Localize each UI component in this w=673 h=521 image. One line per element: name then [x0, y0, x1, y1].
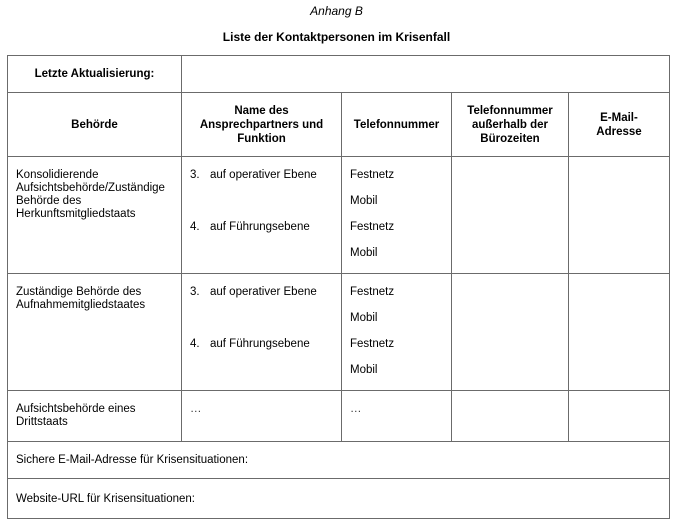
header-phone: Telefonnummer	[342, 93, 452, 157]
authority-cell: Aufsichtsbehörde eines Drittstaats	[8, 391, 182, 442]
header-email: E-Mail-Adresse	[569, 93, 670, 157]
last-update-value[interactable]	[182, 56, 670, 93]
email-cell[interactable]	[569, 391, 670, 442]
after-hours-phone-cell[interactable]	[452, 157, 569, 274]
phone-label: Mobil	[350, 364, 378, 376]
header-row	[8, 93, 670, 157]
contact-cell[interactable]: …	[182, 391, 342, 442]
secure-email-field[interactable]: Sichere E-Mail-Adresse für Krisensituationen:	[8, 442, 670, 479]
secure-email-row	[8, 442, 670, 479]
phone-label: Mobil	[350, 247, 378, 259]
contact-cell[interactable]	[182, 157, 342, 274]
contact-cell[interactable]	[182, 274, 342, 391]
authority-cell: Zuständige Behörde des Aufnahmemitgliedstaates	[8, 274, 182, 391]
annex-label: Anhang B	[310, 4, 363, 18]
header-phone-after-hours: Telefonnummer außerhalb der Bürozeiten	[452, 93, 569, 157]
table-row	[8, 274, 670, 391]
phone-label: Festnetz	[350, 286, 395, 298]
phone-label: Festnetz	[350, 169, 395, 181]
contact-item: 3. auf operativer Ebene	[190, 286, 317, 298]
table-row	[8, 157, 670, 274]
last-update-row	[8, 56, 670, 93]
header-authority: Behörde	[8, 93, 182, 157]
phone-label: Mobil	[350, 312, 378, 324]
phone-label: Festnetz	[350, 221, 395, 233]
contact-item: 3. auf operativer Ebene	[190, 169, 317, 181]
phone-cell[interactable]	[342, 157, 452, 274]
last-update-label: Letzte Aktualisierung:	[8, 56, 182, 93]
after-hours-phone-cell[interactable]	[452, 274, 569, 391]
contact-table	[7, 55, 670, 519]
authority-cell: Konsolidierende Aufsichtsbehörde/Zuständige Behörde des Herkunftsmitgliedstaats	[8, 157, 182, 274]
table-row	[8, 391, 670, 442]
email-cell[interactable]	[569, 157, 670, 274]
header-contact-name: Name des Ansprechpartners und Funktion	[182, 93, 342, 157]
phone-label: Mobil	[350, 195, 378, 207]
document-title: Liste der Kontaktpersonen im Krisenfall	[222, 30, 451, 44]
phone-cell[interactable]	[342, 274, 452, 391]
after-hours-phone-cell[interactable]	[452, 391, 569, 442]
contact-item: 4. auf Führungsebene	[190, 338, 310, 350]
phone-cell[interactable]: …	[342, 391, 452, 442]
phone-label: Festnetz	[350, 338, 395, 350]
website-url-field[interactable]: Website-URL für Krisensituationen:	[8, 479, 670, 519]
email-cell[interactable]	[569, 274, 670, 391]
contact-item: 4. auf Führungsebene	[190, 221, 310, 233]
website-url-row	[8, 479, 670, 519]
